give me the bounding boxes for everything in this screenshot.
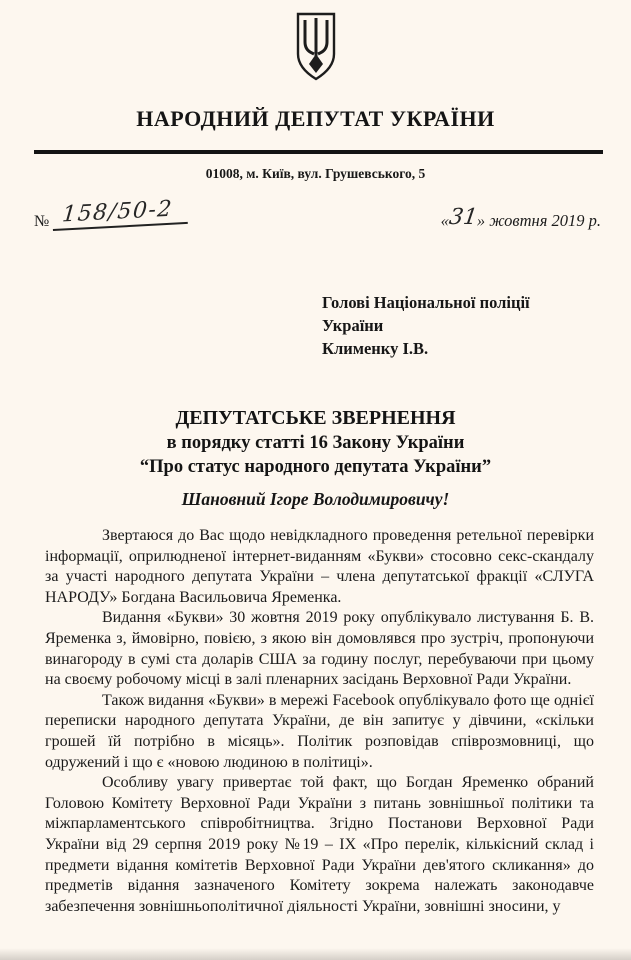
org-title: НАРОДНИЙ ДЕПУТАТ УКРАЇНИ <box>136 106 495 131</box>
paragraph: Також видання «Букви» в мережі Facebook опублікувало фото ще однієї переписки народного депутата України, де він запитує у дівчини, «скільки грошей їй потрібно в місяць». Політик розповідав співрозмовниці, що одружений і що є «новою людиною в політиці». <box>45 691 594 771</box>
document-date <box>441 203 601 232</box>
header-divider <box>34 150 603 154</box>
header-address: 01008, м. Київ, вул. Грушевського, 5 <box>205 166 426 181</box>
document-title <box>0 406 631 479</box>
reference-row <box>34 196 601 232</box>
date-close-quote: » <box>476 211 486 230</box>
title-line-1: ДЕПУТАТСЬКЕ ЗВЕРНЕННЯ <box>175 407 456 429</box>
number-underline <box>52 196 188 231</box>
document-number-value: 158/50-2 <box>61 196 175 228</box>
number-sign: № <box>34 213 50 230</box>
recipient-line: Клименку І.В. <box>322 339 429 358</box>
recipient-line: Голові Національної поліції <box>322 293 530 312</box>
date-day-value: 31 <box>447 205 479 230</box>
paragraph: Звертаюся до Вас щодо невідкладного проведення ретельної перевірки інформації, оприлюдненої інтернет-виданням «Букви» стосовно секс-скандалу за участі народного депутата України – члена депутатської фракції «СЛУГА НАРОДУ» Богдана Васильовича Яременка. <box>45 527 594 606</box>
recipient-line: України <box>322 316 384 335</box>
title-line-2: в порядку статті 16 Закону України <box>166 433 465 453</box>
recipient-block <box>322 291 530 360</box>
paragraph: Особливу увагу привертає той факт, що Богдан Яременко обраний Головою Комітету Верховної Ради України з питань зовнішньої політики та міжпарламентського співробітництва. Згідно Постанови Верховної Ради України від 29 серпня 2019 року №19 – ІХ «Про перелік, кількісний склад і предмети відання комітетів Верховної Ради України дев'ятого скликання» до предметів відання зазначеного Комітету зокрема належать законодавче забезпечення зовнішньополітичної діяльності України, зовнішні зносини, у <box>45 774 594 915</box>
document-number <box>34 196 188 231</box>
salutation: Шановний Ігоре Володимировичу! <box>181 489 450 509</box>
title-line-3: “Про статус народного депутата України” <box>139 457 492 477</box>
date-month-year: жовтня 2019 р. <box>485 211 601 230</box>
body-text <box>45 526 594 917</box>
date-open-quote: « <box>440 211 449 230</box>
paragraph: Видання «Букви» 30 жовтня 2019 року опублікувало листування Б. В. Яременка з, ймовірно, повією, з якою він домовлявся про зустріч, пропонуючи винагороду в сумі ста доларів США за годину послуг, перебуваючи при цьому на своєму робочому місці в залі пленарних засідань Верховної Ради України. <box>45 609 594 689</box>
ukraine-trident-emblem-icon <box>294 12 338 87</box>
